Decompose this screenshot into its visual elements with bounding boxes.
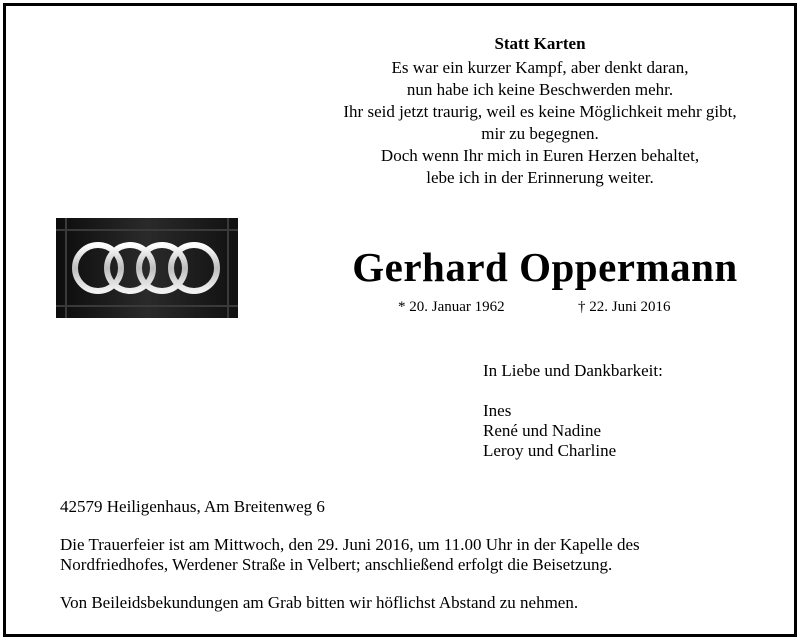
- thanks-line: In Liebe und Dankbarkeit:: [483, 361, 663, 380]
- poem: [300, 57, 780, 189]
- birth-date: * 20. Januar 1962: [398, 299, 505, 315]
- poem-line: Doch wenn Ihr mich in Euren Herzen behaltet,: [380, 146, 700, 165]
- family-member: Leroy und Charline: [483, 441, 617, 460]
- family-member: René und Nadine: [483, 421, 602, 440]
- four-rings-logo-icon: [56, 218, 238, 318]
- address: 42579 Heiligenhaus, Am Breitenweg 6: [60, 497, 325, 516]
- poem-line: Ihr seid jetzt traurig, weil es keine Möglichkeit mehr gibt,: [343, 102, 737, 121]
- condolence-request: Von Beileidsbekundungen am Grab bitten wir höflichst Abstand zu nehmen.: [60, 593, 579, 612]
- poem-line: nun habe ich keine Beschwerden mehr.: [406, 80, 674, 99]
- death-date: † 22. Juni 2016: [578, 299, 671, 315]
- family-member: Ines: [483, 401, 512, 420]
- family-list: [483, 401, 616, 461]
- poem-line: Es war ein kurzer Kampf, aber denkt daran,: [391, 58, 689, 77]
- poem-line: mir zu begegnen.: [481, 124, 599, 143]
- notice-header: Statt Karten: [494, 34, 586, 53]
- deceased-name: Gerhard Oppermann: [352, 244, 738, 290]
- poem-line: lebe ich in der Erinnerung weiter.: [426, 168, 654, 187]
- service-line: Die Trauerfeier ist am Mittwoch, den 29. Juni 2016, um 11.00 Uhr in der Kapelle des: [60, 535, 640, 554]
- service-line: Nordfriedhofes, Werdener Straße in Velbert; anschließend erfolgt die Beisetzung.: [60, 555, 613, 574]
- service-info: [60, 535, 760, 575]
